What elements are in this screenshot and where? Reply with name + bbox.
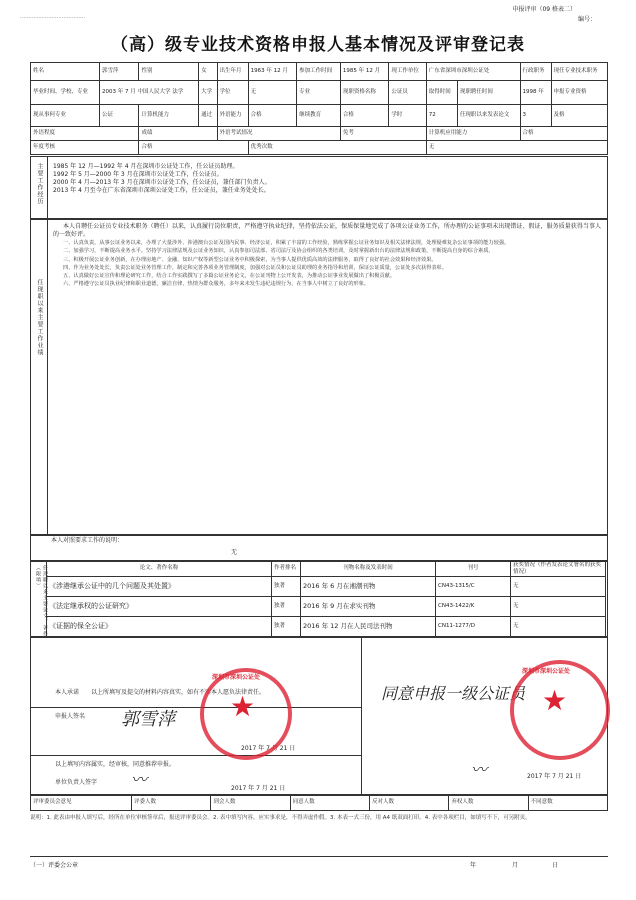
- review-c4: 同意人数: [290, 795, 369, 811]
- applicant-signature: 郭雪萍: [121, 709, 175, 730]
- grad-value: 2003 年 7 月 中国人民大学 法学: [99, 81, 198, 105]
- main-para: 三、积极开展公证业务创新，在办理房地产、金融、知识产权等新型公证业务中积极探索，为当事人提供优质高效的法律服务，取得了良好的社会效果和经济效果。: [63, 256, 437, 263]
- papers-label: 任现职以来发表论文: [457, 105, 520, 127]
- main-para: 六、严格遵守公证员执业纪律和职业道德，廉洁自律，热情为群众服务，多年来未发生违纪违规行为，在当事人中树立了良好的形象。: [63, 281, 370, 288]
- other-value: 无: [231, 549, 238, 556]
- seal-star-2-icon: ★: [542, 684, 568, 717]
- bottom-year: 年: [470, 862, 477, 869]
- unit-value: 广东省深圳市深圳公证处: [426, 63, 520, 81]
- self-label: 本人承诺: [55, 689, 80, 696]
- work-history-section: [30, 156, 608, 220]
- seal-star-1-icon: ★: [230, 690, 256, 723]
- thesis-issn: CN43-1315/C: [436, 577, 511, 597]
- unit-sign-label: 单位负责人签字: [55, 779, 98, 786]
- work-history-item: 2013 年 4 月至今在广东省深圳市深圳公证处工作，任公证员，兼任业务处处长。: [53, 187, 270, 194]
- serial-number-label: 编号：: [577, 16, 596, 23]
- unit-label: 现工作单位: [389, 63, 426, 81]
- main-para: 二、加强学习，不断提高业务水平。坚持学习法律法规及公证业务知识，认真参加司法部、省司法厅及协会组织的各类培训，及时掌握新出台的法律法规和政策，不断提高自身的综合素质。: [63, 248, 494, 255]
- review-c3: 到会人数: [211, 795, 290, 811]
- thesis-award: 无: [511, 577, 606, 597]
- birth-label: 出生年月: [217, 63, 248, 81]
- main-achievements-label: 任现职以来主要工作业绩: [36, 279, 43, 356]
- thesis-rank: 独著: [272, 617, 301, 637]
- thesis-row: [47, 597, 606, 617]
- main-para: 四、作为业务处处长，负责公证处业务管理工作，制定和完善各项业务管理制度，加强对公证员和公证员助理的业务指导和培训，保证公证质量，公证处多次获得表彰。: [63, 264, 447, 271]
- seal-1-text: 深圳市深圳公证处: [212, 674, 261, 681]
- exam2-value: 通过: [199, 105, 217, 127]
- other-section: [30, 534, 608, 562]
- row3-c5: 计算机应用能力: [426, 127, 520, 141]
- thesis-header-award: 获奖情况（作者发表论文署名的获奖情况）: [511, 561, 606, 577]
- hours-label: 学时: [389, 105, 426, 127]
- seal-2-text: 深圳市深圳公证处: [522, 668, 571, 675]
- education-value: 大学: [199, 81, 217, 105]
- unit-text: 以上填写内容属实，经审核，同意推荐申报。: [55, 761, 176, 768]
- review-c1: 评审委员会意见: [31, 795, 132, 811]
- thesis-name: 《法定继承权的公证研究》: [47, 597, 272, 617]
- thesis-header-name: 论文、著作名称: [47, 561, 272, 577]
- review-c6: 弃权人数: [449, 795, 528, 811]
- thesis-award: 无: [511, 617, 606, 637]
- ptitle-label: 现任专业技术职务: [551, 63, 607, 81]
- review-table: [30, 794, 608, 811]
- major-label: 专业: [297, 81, 341, 105]
- basic-info-table: [30, 62, 608, 155]
- cert-label: 现职资格名称: [340, 81, 389, 105]
- reviewer-signature-scribble-icon: 〰: [471, 760, 488, 779]
- appoint-label: 现职聘任时间: [457, 81, 520, 105]
- check-value: 合格: [139, 141, 248, 155]
- grad-label: 毕业时间、学校、专业: [31, 81, 100, 105]
- main-intro: 本人自聘任公证员专业技术职务（聘任）以来，认真履行岗位职责，严格遵守执业纪律，坚持依法公证，保质保量地完成了各项公证业务工作，所办理的公证事项未出现错证、假证，服务质量获得当事人的一致好评。: [53, 223, 601, 238]
- apply-label: 申报专业资格: [551, 81, 607, 105]
- exam2-label: 计算机能力: [139, 105, 199, 127]
- thesis-header-rank: 作者排名: [272, 561, 301, 577]
- name-label: 姓名: [31, 63, 100, 81]
- degree-label: 学位: [217, 81, 248, 105]
- thesis-journal: 2016 年 6 月在湘潮刊物: [301, 577, 436, 597]
- appoint-value: 1998 年: [520, 81, 551, 105]
- exam3-value: 合格: [248, 105, 297, 127]
- work-history-list: [53, 163, 593, 195]
- exam1-label: 现从事何专业: [31, 105, 100, 127]
- check-label: 年度考核: [31, 141, 139, 155]
- work-start-label: 参加工作时间: [297, 63, 341, 81]
- exam1-value: 公证: [99, 105, 138, 127]
- exam3-label: 外语能力: [217, 105, 248, 127]
- thesis-header-journal: 刊物名称及发表时间: [301, 561, 436, 577]
- gender-value: 女: [199, 63, 217, 81]
- hours-value: 72: [426, 105, 457, 127]
- row3-c3: 外语考试情况: [217, 127, 340, 141]
- thesis-row: [47, 577, 606, 597]
- thesis-award: 无: [511, 597, 606, 617]
- page-title: （高）级专业技术资格申报人基本情况及评审登记表: [111, 35, 525, 55]
- thesis-rank: 独著: [272, 577, 301, 597]
- thesis-table: [46, 560, 606, 637]
- row3-c2: 成绩: [139, 127, 217, 141]
- thesis-side-label: 任现职以来主要论文、著作（限填）: [35, 565, 48, 637]
- thesis-name: 《证据的保全公证》: [47, 617, 272, 637]
- review-c7: 不同意数: [528, 795, 607, 811]
- bottom-month: 月: [512, 862, 519, 869]
- review-c2: 评委人数: [132, 795, 211, 811]
- row3-c4: 免考: [340, 127, 426, 141]
- date-2: 2017 年 7 月 21 日: [231, 785, 286, 792]
- row3-c6: 合格: [520, 127, 608, 141]
- result-value: 无: [426, 141, 607, 155]
- main-para: 五、认真做好公证宣传和理论研究工作，结合工作实践撰写了多篇公证业务论文，在公证刊物上公开发表，为推动公证事业发展做出了积极贡献。: [63, 273, 396, 280]
- row3-c1: 外语程度: [31, 127, 139, 141]
- thesis-journal: 2016 年 9 月在求实刊物: [301, 597, 436, 617]
- work-history-item: 2000 年 4 月—2013 年 3 月在深圳市公证处工作，任公证员，兼任部门负责人。: [53, 179, 271, 186]
- review-c5: 反对人数: [369, 795, 448, 811]
- work-history-item: 1992 年 5 月—2000 年 3 月在深圳市公证处工作，任公证员。: [53, 171, 223, 178]
- bottom-day: 日: [552, 862, 559, 869]
- work-history-label: 主要工作经历: [36, 163, 43, 205]
- degree-value: 无: [248, 81, 297, 105]
- other-label: 本人对照要求工作的说明：: [51, 537, 124, 544]
- thesis-header-issn: 刊号: [436, 561, 511, 577]
- main-para: 一、认真负责，从事公证业务以来，办理了大量涉外、涉港澳台公证及国内民事、经济公证，积累了丰富的工作经验，熟练掌握公证业务知识及相关法律法规，处理疑难复杂公证事项的能力较强。: [63, 240, 510, 246]
- exam4-value: 合格: [340, 105, 389, 127]
- score-value: 及格: [551, 105, 607, 127]
- main-achievements-body: [53, 223, 601, 289]
- exam4-label: 继续教育: [297, 105, 341, 127]
- cert-value: 公证员: [389, 81, 426, 105]
- gender-label: 性别: [139, 63, 199, 81]
- work-start-value: 1985 年 12 月: [340, 63, 389, 81]
- thesis-rank: 独著: [272, 597, 301, 617]
- name-value: 郭雪萍: [99, 63, 138, 81]
- thesis-name: 《涉港继承公证中的几个问题及其处置》: [47, 577, 272, 597]
- result-label: 优秀次数: [248, 141, 426, 155]
- papers-value: 3: [520, 105, 551, 127]
- header-left-note: …………………………………: [20, 14, 85, 20]
- footer-note: 说明：1. 此表由申报人填写后，经所在单位审核签章后，报送评审委员会。2. 表中填写内容，应实事求是，不得弄虚作假。3. 本表一式三份，用 A4 纸双面打印。4. 表中各项栏目，如填写不下，可另附页。: [30, 815, 531, 821]
- thesis-row: [47, 617, 606, 637]
- thesis-issn: CN11-1277/D: [436, 617, 511, 637]
- thesis-issn: CN43-1422/K: [436, 597, 511, 617]
- bottom-left-seal-label: （一）评委会公章: [30, 862, 79, 869]
- thesis-journal: 2016 年 12 月在人民司法刊物: [301, 617, 436, 637]
- self-text: 以上所填写及提交的材料内容真实，如有不实本人愿负法律责任。: [91, 689, 266, 696]
- date-3: 2017 年 7 月 21 日: [527, 773, 582, 780]
- position-label: 行政职务: [520, 63, 551, 81]
- get-time-label: 取得时间: [426, 81, 457, 105]
- opinion-handwriting: 同意申报一级公证员: [381, 684, 526, 703]
- date-1: 2017 年 7 月 21 日: [241, 745, 296, 752]
- main-achievements-section: [30, 218, 608, 536]
- signer-label: 申报人签名: [55, 713, 86, 720]
- unit-signature-scribble-icon: 〰: [131, 770, 148, 789]
- form-number: 申报评审（09 格表二）: [512, 6, 576, 13]
- work-history-item: 1985 年 12 月—1992 年 4 月在深圳市公证处工作，任公证员助理。: [53, 163, 239, 170]
- birth-value: 1963 年 12 月: [248, 63, 297, 81]
